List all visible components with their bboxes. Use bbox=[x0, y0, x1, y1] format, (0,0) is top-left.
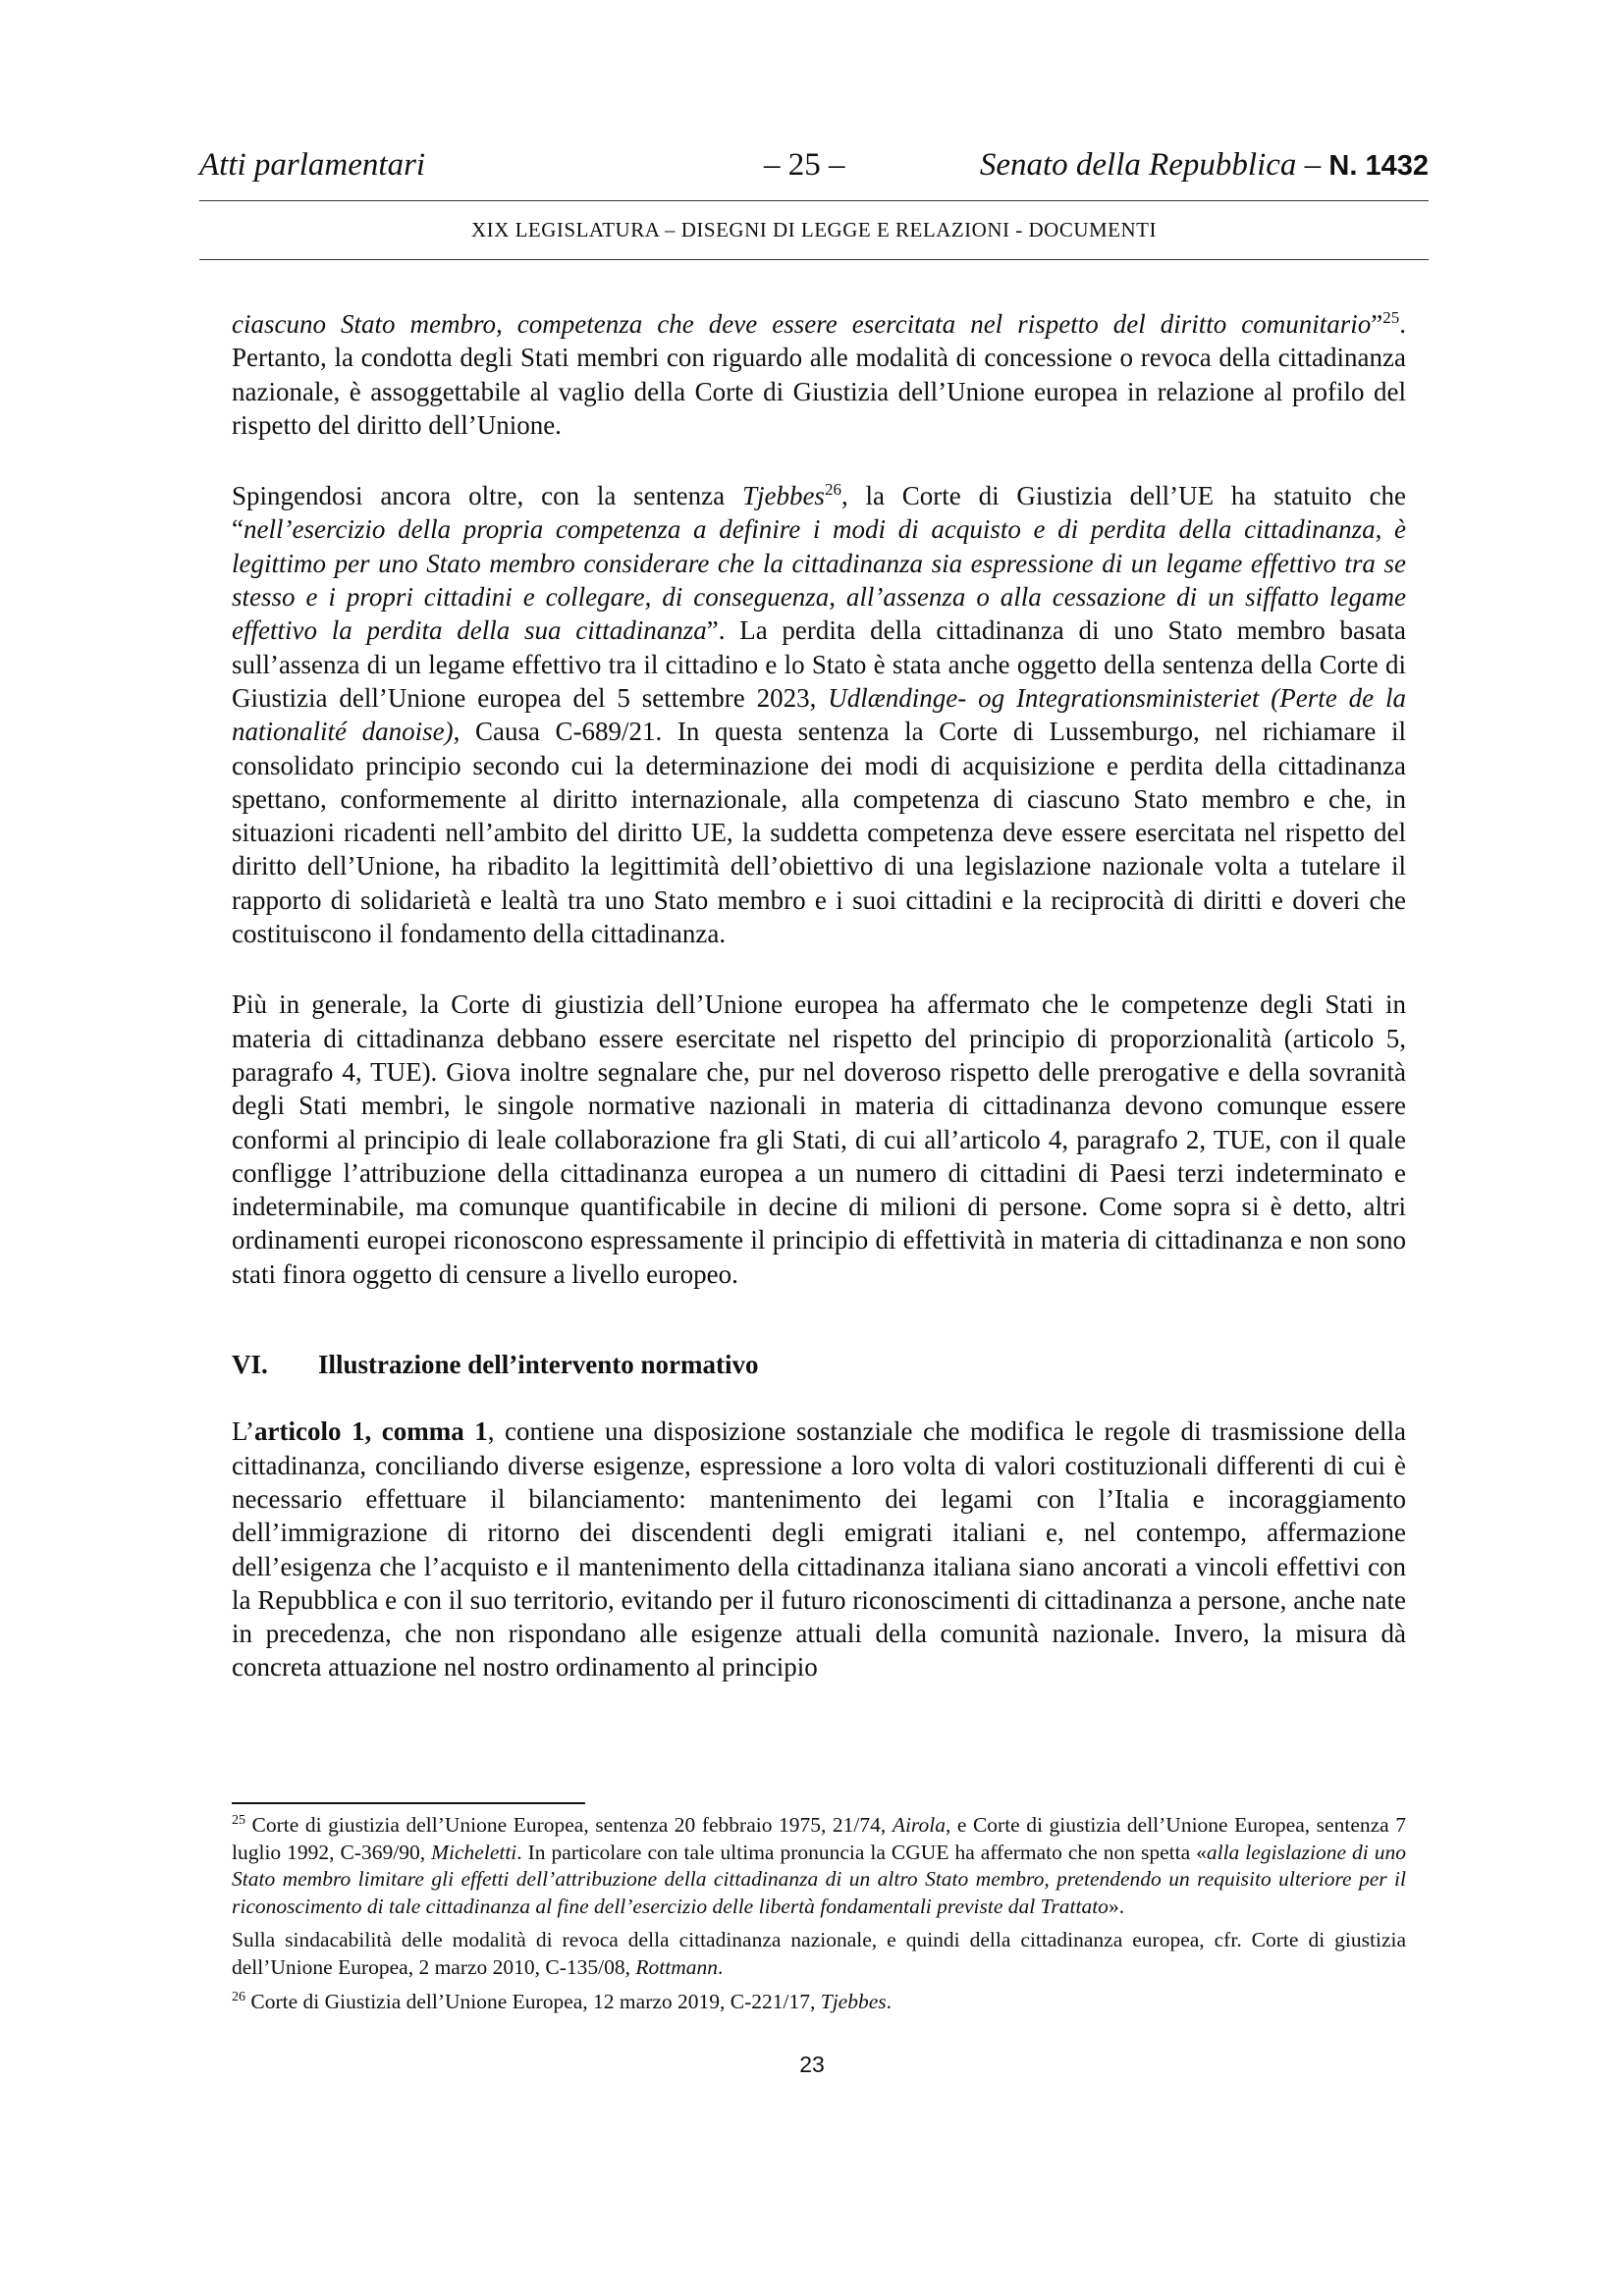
footnote-separator bbox=[232, 1802, 585, 1804]
fn26-text-a: Corte di Giustizia dell’Unione Europea, 12 marzo 2019, C-221/17, bbox=[245, 1989, 821, 2013]
p2-text-c: ”. La perdita della cittadinanza di uno Stato membro basata sull’assenza di un legame effettivo tra il cittadino e lo Stato è stata anche oggetto della sentenza della Corte di Giustizia dell’Unione europea del 5 settembre 2023, bbox=[232, 615, 1407, 713]
p1-italic: ciascuno Stato membro, competenza che deve essere esercitata nel rispetto del diritto comunitario bbox=[232, 309, 1372, 339]
fn25-text-a: Corte di giustizia dell’Unione Europea, sentenza 20 febbraio 1975, 21/74, bbox=[245, 1813, 893, 1837]
fn25b-text-b: . bbox=[718, 1954, 724, 1979]
header-document-number: N. 1432 bbox=[1328, 150, 1429, 182]
footnote-26-marker: 26 bbox=[232, 1989, 245, 2004]
footnote-25-marker: 25 bbox=[232, 1812, 245, 1828]
fn25-text-d: ». bbox=[1108, 1894, 1125, 1918]
paragraph-3: Più in generale, la Corte di giustizia dell’Unione europea ha affermato che le competenze degli Stati in materia di cittadinanza debbano essere esercitate nel rispetto del principio di proporzionalità (articolo 5, paragrafo 4, TUE). Giova inoltre segnalare che, pur nel doveroso rispetto delle prerogative e della sovranità degli Stati membri, le singole normative nazionali in materia di cittadinanza devono comunque essere conformi al principio di leale collaborazione fra gli Stati, di cui all’articolo 4, paragrafo 2, TUE, con il quale confligge l’attribuzione della cittadinanza europea a un numero di cittadini di Paesi terzi indeterminato e indeterminabile, ma comunque quantificabile in decine di milioni di persone. Come sopra si è detto, altri ordinamenti europei riconoscono espressamente il principio di effettività in materia di cittadinanza e non sono stati finora oggetto di censure a livello europeo. bbox=[232, 989, 1406, 1289]
footnote-25-continued bbox=[232, 1927, 1406, 1981]
p2-case-title: Udlændinge- og Integrationsministeriet (Perte de la nationalité danoise) bbox=[232, 682, 1406, 747]
paragraph-2 bbox=[232, 479, 1406, 950]
p1-text: . Pertanto, la condotta degli Stati membri con riguardo alle modalità di concessione o revoca della cittadinanza nazionale, è assoggettabile al vaglio della Corte di Giustizia dell’Unione europea in relazione al profilo del rispetto del diritto dell’Unione. bbox=[232, 309, 1406, 440]
body-text bbox=[232, 307, 1406, 1684]
paragraph-1 bbox=[232, 307, 1406, 442]
p2-text-b: , la Corte di Giustizia dell’UE ha statuito che “ bbox=[232, 481, 1406, 545]
p2-case-name: Tjebbes bbox=[741, 481, 825, 511]
header-subtitle: XIX LEGISLATURA – DISEGNI DI LEGGE E RELAZIONI - DOCUMENTI bbox=[471, 218, 1157, 241]
fn25b-text-a: Sulla sindacabilità delle modalità di revoca della cittadinanza nazionale, e quindi della cittadinanza europea, cfr. Corte di giustizia dell’Unione Europea, 2 marzo 2010, C-135/08, bbox=[232, 1928, 1406, 1979]
section-title: Illustrazione dell’intervento normativo bbox=[318, 1350, 759, 1380]
header-publication: Atti parlamentari bbox=[199, 147, 426, 183]
fn25-text-c: . In particolare con tale ultima pronuncia la CGUE ha affermato che non spetta « bbox=[516, 1840, 1207, 1864]
fn25b-case-rottmann: Rottmann bbox=[635, 1954, 718, 1979]
header-rule-top bbox=[199, 200, 1429, 201]
p4-text-b: , contiene una disposizione sostanziale che modifica le regole di trasmissione della cittadinanza, conciliando diverse esigenze, espressione a loro volta di valori costituzionali differenti di cui è necessario effettuare il bilanciamento: mantenimento dei legami con l’Italia e incoraggiamento dell’immigrazione di ritorno dei discendenti degli emigrati italiani e, nel contempo, affermazione dell’esigenza che l’acquisto e il mantenimento della cittadinanza italiana siano ancorati a vincoli effettivi con la Repubblica e con il suo territorio, evitando per il futuro riconoscimenti di cittadinanza a persone, anche nate in precedenza, che non rispondano alle esigenze attuali della comunità nazionale. Invero, la misura dà concreta attuazione nel nostro ordinamento al principio bbox=[232, 1416, 1406, 1682]
paragraph-4 bbox=[232, 1415, 1406, 1683]
fn25-case-micheletti: Micheletti bbox=[431, 1840, 517, 1864]
page-number: 23 bbox=[799, 2052, 825, 2077]
section-heading bbox=[232, 1348, 1406, 1381]
fn26-text-b: . bbox=[886, 1989, 893, 2013]
footnote-26 bbox=[232, 1989, 1406, 2016]
header-institution bbox=[980, 147, 1429, 184]
header-senate: Senato della Repubblica – bbox=[979, 147, 1322, 183]
footnotes bbox=[232, 1812, 1406, 2022]
footnote-ref-26: 26 bbox=[824, 480, 841, 500]
p2-text-d: , Causa C-689/21. In questa sentenza la Corte di Lussemburgo, nel richiamare il consolidato principio secondo cui la determinazione dei modi di acquisizione e perdita della cittadinanza spettano, conformemente al diritto internazionale, alla competenza di ciascuno Stato membro e che, in situazioni ricadenti nell’ambito del diritto UE, la suddetta competenza deve essere esercitata nel rispetto del diritto dell’Unione, ha ribadito la legittimità dell’obiettivo di una legislazione nazionale volta a tutelare il rapporto di solidarietà e lealtà tra uno Stato membro e i suoi cittadini e la reciprocità di diritti e doveri che costituiscono il fondamento della cittadinanza. bbox=[232, 717, 1406, 949]
p4-text-a: L’ bbox=[232, 1416, 255, 1447]
fn26-case-tjebbes: Tjebbes bbox=[820, 1989, 887, 2013]
fn25-text-b: , e Corte di giustizia dell’Unione Europea, sentenza 7 luglio 1992, C-369/90, bbox=[232, 1813, 1406, 1864]
section-number: VI. bbox=[232, 1350, 268, 1380]
running-header bbox=[199, 147, 1429, 190]
footnote-ref-25: 25 bbox=[1382, 308, 1400, 327]
header-page-number: – 25 – bbox=[764, 147, 845, 183]
p1-quote: ” bbox=[1371, 309, 1383, 339]
header-rule-bottom bbox=[199, 259, 1429, 260]
p4-article-ref: articolo 1, comma 1 bbox=[254, 1416, 488, 1447]
p2-text-a: Spingendosi ancora oltre, con la sentenza bbox=[232, 481, 742, 511]
fn25-quote: alla legislazione di uno Stato membro limitare gli effetti dell’attribuzione della cittadinanza di un altro Stato membro, pretendendo un requisito ulteriore per il riconoscimento di tale cittadinanza al fine dell’esercizio delle libertà fondamentali previste dal Trattato bbox=[232, 1840, 1406, 1918]
footnote-25 bbox=[232, 1812, 1406, 1920]
p2-quote: nell’esercizio della propria competenza a definire i modi di acquisto e di perdita della cittadinanza, è legittimo per uno Stato membro considerare che la cittadinanza sia espressione di un legame effettivo tra se stesso e i propri cittadini e collegare, di conseguenza, all’assenza o alla cessazione di un siffatto legame effettivo la perdita della sua cittadinanza bbox=[232, 514, 1406, 646]
fn25-case-airola: Airola bbox=[892, 1813, 946, 1837]
